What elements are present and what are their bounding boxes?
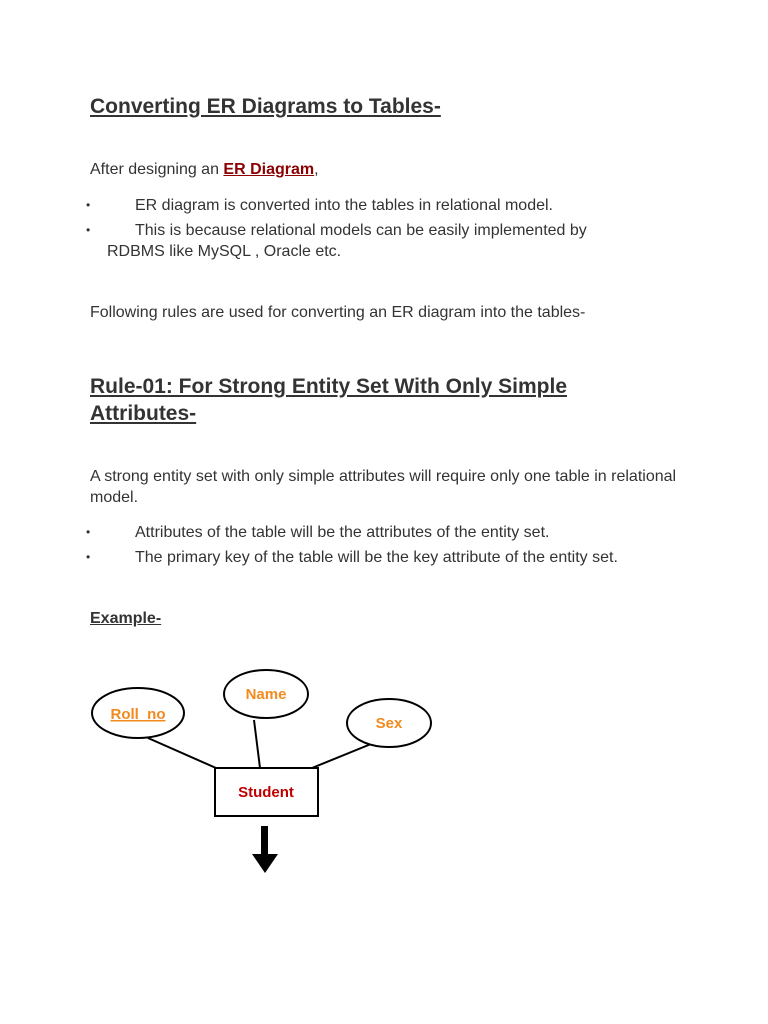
intro-bullet-list <box>84 195 684 266</box>
rule-01-heading <box>90 373 650 427</box>
bullet-text: Attributes of the table will be the attributes of the entity set. <box>135 524 550 541</box>
er-diagram-link[interactable]: ER Diagram <box>223 161 315 178</box>
bullet-text: ER diagram is converted into the tables in relational model. <box>135 197 553 214</box>
entity-label-student: Student <box>238 784 294 801</box>
bullet-icon: • <box>86 550 91 564</box>
example-label: Example- <box>90 610 162 627</box>
bullet-icon: • <box>86 223 91 237</box>
rule-01-title-line1: Rule-01: For Strong Entity Set With Only Simple <box>90 375 568 398</box>
relationship-line-sex <box>312 744 371 768</box>
bullet-text: This is because relational models can be easily implemented by <box>135 222 587 239</box>
rule-01-bullet-list <box>84 522 684 572</box>
arrow-down-icon <box>252 826 278 873</box>
attribute-label-sex: Sex <box>375 715 403 732</box>
attribute-label-name: Name <box>245 686 287 703</box>
relationship-line-roll-no <box>148 738 216 768</box>
er-diagram <box>86 660 436 880</box>
intro-paragraph <box>90 160 319 180</box>
bullet-icon: • <box>86 198 91 212</box>
intro-suffix: , <box>314 161 319 178</box>
bullet-text-continued: RDBMS like MySQL , Oracle etc. <box>107 243 342 260</box>
rules-intro-paragraph: Following rules are used for converting an ER diagram into the tables- <box>90 304 586 321</box>
intro-prefix: After designing an <box>90 161 224 178</box>
list-item <box>84 547 684 568</box>
relationship-line-name <box>254 720 260 768</box>
list-item <box>84 195 684 216</box>
list-item <box>84 522 684 543</box>
list-item <box>84 220 684 262</box>
rule-01-description: A strong entity set with only simple attributes will require only one table in relational model. <box>90 468 677 506</box>
rule-01-title-line2: Attributes- <box>90 402 197 425</box>
page-title: Converting ER Diagrams to Tables- <box>90 95 441 118</box>
bullet-icon: • <box>86 525 91 539</box>
bullet-text: The primary key of the table will be the key attribute of the entity set. <box>135 549 618 566</box>
attribute-label-roll-no: Roll_no <box>110 706 166 723</box>
